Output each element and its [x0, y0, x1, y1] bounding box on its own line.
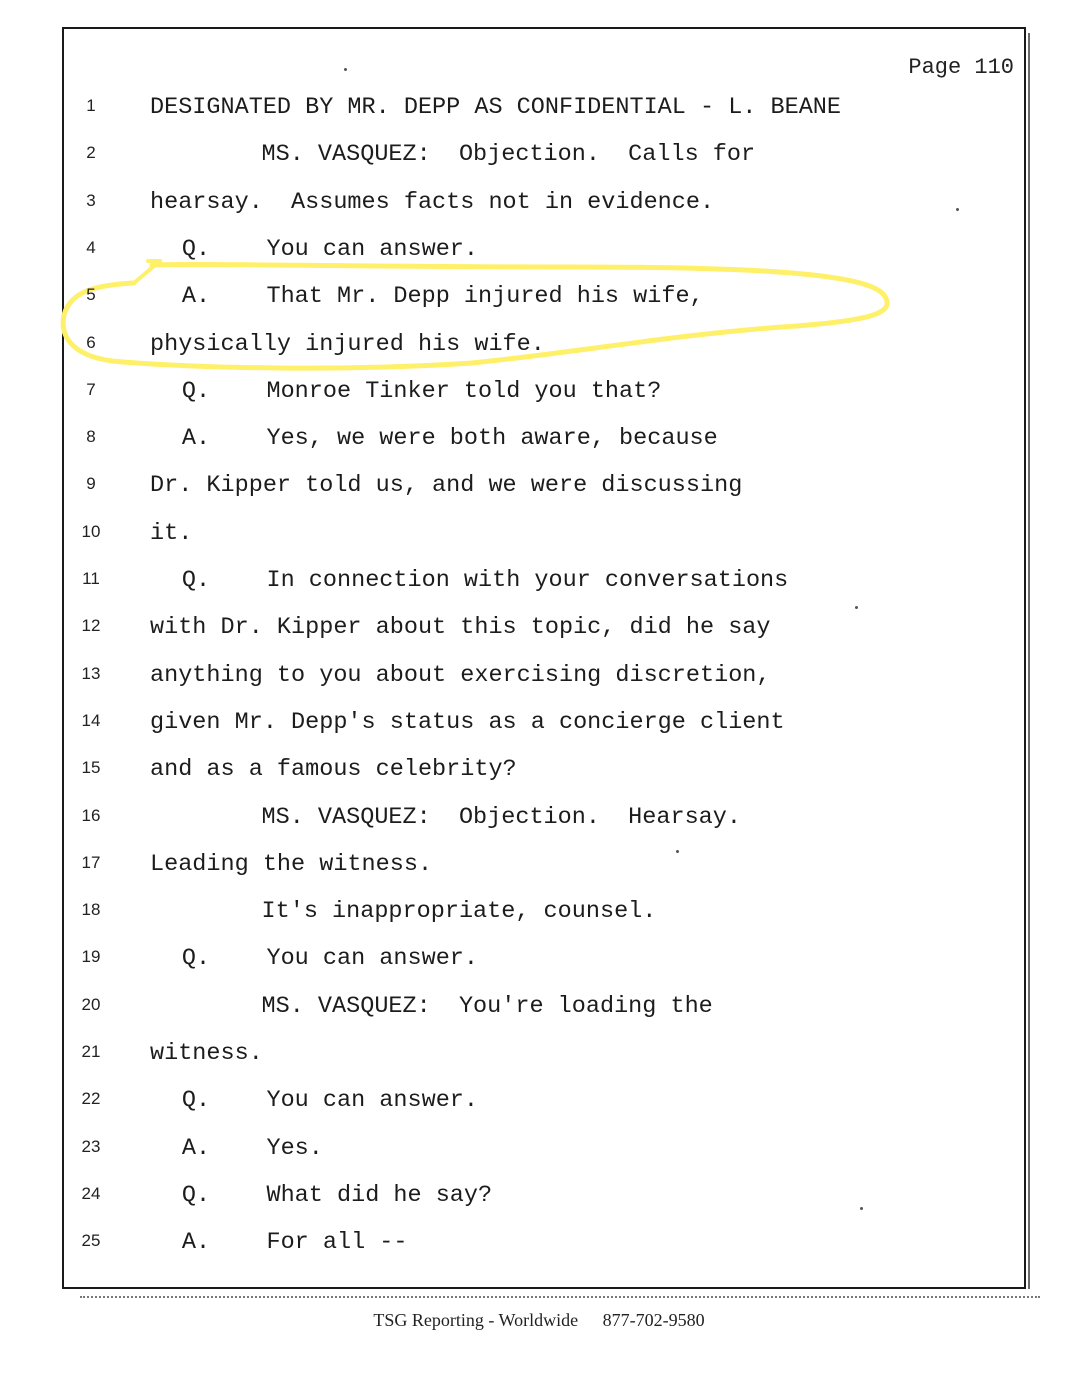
line-number: 4: [86, 237, 96, 257]
line-number: 25: [81, 1231, 101, 1251]
line-number: 6: [86, 332, 96, 352]
transcript-line: [0, 378, 1078, 422]
transcript-line: [0, 94, 1078, 138]
line-number: 1: [86, 96, 96, 115]
transcript-line: [0, 1135, 1078, 1179]
transcript-line: [0, 141, 1078, 185]
line-text: MS. VASQUEZ: Objection. Hearsay.: [261, 803, 741, 831]
line-text: Dr. Kipper told us, and we were discussing: [150, 472, 743, 500]
line-text: MS. VASQUEZ: You're loading the: [261, 992, 713, 1020]
line-text: Q. In connection with your conversations: [181, 567, 789, 594]
footer-divider: [80, 1296, 1040, 1298]
line-text: hearsay. Assumes facts not in evidence.: [150, 188, 715, 216]
line-number: 5: [86, 285, 96, 305]
transcript-line: [0, 189, 1078, 233]
line-number: 12: [81, 616, 101, 636]
line-text: witness.: [150, 1040, 263, 1067]
line-text: Leading the witness.: [150, 850, 433, 878]
scan-speck: [676, 850, 679, 853]
transcript-line: [0, 851, 1078, 895]
transcript-line: [0, 425, 1078, 469]
footer-phone: 877-702-9580: [602, 1310, 705, 1330]
transcript-line: [0, 993, 1078, 1037]
transcript-line: [0, 1182, 1078, 1226]
transcript-line: [0, 614, 1078, 658]
line-number: 10: [81, 521, 101, 541]
transcript-line: [0, 804, 1078, 848]
line-number: 7: [86, 379, 96, 399]
transcript-line: [0, 236, 1078, 280]
line-text: Q. You can answer.: [181, 1087, 479, 1115]
line-text: physically injured his wife.: [150, 330, 545, 358]
line-number: 15: [81, 758, 101, 778]
transcript-line: [0, 662, 1078, 706]
line-text: and as a famous celebrity?: [150, 756, 517, 784]
transcript-line: [0, 472, 1078, 516]
transcript-line: [0, 283, 1078, 327]
line-text: A. Yes.: [181, 1134, 323, 1162]
transcript-line: [0, 1040, 1078, 1084]
transcript-line: [0, 898, 1078, 942]
transcript-line: [0, 709, 1078, 753]
scan-speck: [344, 68, 347, 71]
line-number: 14: [81, 710, 101, 730]
line-text: anything to you about exercising discretion,: [150, 661, 771, 689]
footer: [0, 1310, 1078, 1331]
line-number: 22: [81, 1089, 101, 1109]
line-number: 24: [81, 1183, 101, 1203]
line-text: it.: [150, 519, 193, 547]
line-number: 16: [81, 805, 101, 825]
line-text: with Dr. Kipper about this topic, did he say: [150, 614, 771, 642]
line-text: Q. Monroe Tinker told you that?: [181, 377, 662, 405]
line-text: DESIGNATED BY MR. DEPP AS CONFIDENTIAL - L. BEANE: [150, 94, 842, 121]
transcript-line: [0, 520, 1078, 564]
line-number: 21: [81, 1042, 101, 1061]
line-number: 18: [81, 900, 101, 920]
transcript-line: [0, 945, 1078, 989]
line-text: It's inappropriate, counsel.: [261, 898, 657, 926]
line-text: A. That Mr. Depp injured his wife,: [181, 283, 704, 311]
line-number: 9: [86, 474, 96, 494]
line-text: MS. VASQUEZ: Objection. Calls for: [261, 141, 756, 169]
scan-speck: [860, 1207, 863, 1210]
line-number: 20: [81, 994, 101, 1014]
line-number: 11: [82, 569, 100, 588]
scan-speck: [855, 606, 858, 609]
transcript-line: [0, 756, 1078, 800]
line-number: 19: [81, 947, 101, 967]
line-number: 2: [86, 143, 96, 163]
line-text: given Mr. Depp's status as a concierge client: [150, 708, 785, 736]
line-number: 3: [86, 190, 96, 210]
line-number: 8: [86, 427, 96, 447]
transcript-line: [0, 1087, 1078, 1131]
line-text: A. For all --: [181, 1229, 408, 1257]
scan-speck: [956, 208, 959, 211]
transcript-line: [0, 331, 1078, 375]
line-text: Q. You can answer.: [181, 945, 479, 973]
transcript-line: [0, 1229, 1078, 1273]
footer-company: TSG Reporting - Worldwide: [373, 1310, 579, 1330]
line-text: A. Yes, we were both aware, because: [181, 425, 718, 453]
transcript-line: [0, 567, 1078, 611]
line-number: 13: [81, 663, 101, 683]
page-number: Page 110: [908, 55, 1014, 80]
line-text: Q. You can answer.: [181, 235, 479, 263]
line-text: Q. What did he say?: [181, 1181, 493, 1209]
line-number: 23: [81, 1136, 101, 1156]
line-number: 17: [81, 852, 101, 872]
